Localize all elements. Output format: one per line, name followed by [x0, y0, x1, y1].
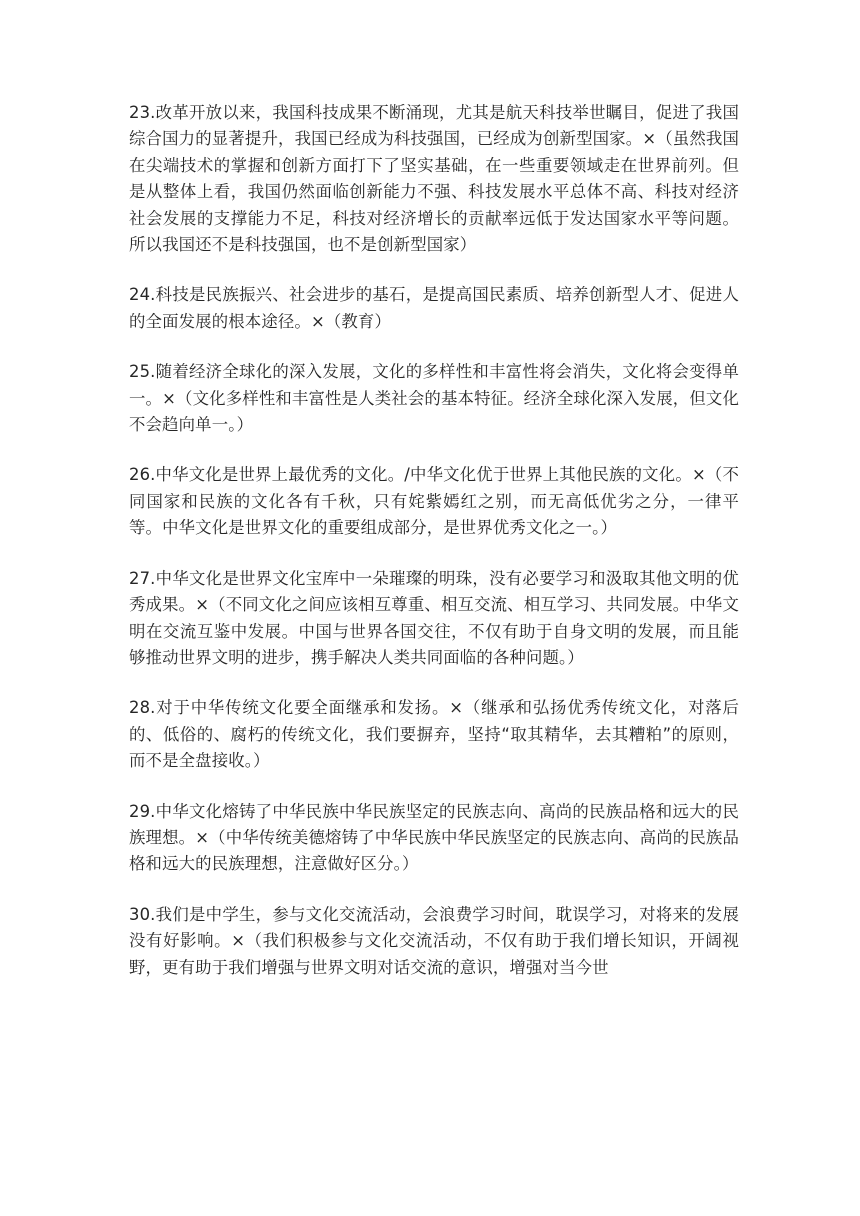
answer-text: ×（文化多样性和丰富性是人类社会的基本特征。经济全球化深入发展，但文化不会趋向单一。）	[129, 388, 739, 435]
answer-text: ×（我们积极参与文化交流活动，不仅有助于我们增长知识，开阔视野，更有助于我们增强与世界文明对话交流的意识，增强对当今世	[129, 931, 740, 977]
question-text: 30.我们是中学生，参与文化交流活动，会浪费学习时间，耽误学习，对将来的发展没有好影响。	[129, 904, 739, 951]
question-text: 28.对于中华传统文化要全面继承和发扬。	[129, 698, 450, 718]
answer-text: ×（继承和弘扬优秀传统文化，对落后的、低俗的、腐朽的传统文化，我们要摒弃，坚持“取其精华，去其糟粕”的原则，而不是全盘接收。）	[129, 698, 739, 771]
answer-text: ×（不同国家和民族的文化各有千秋，只有姹紫嫣红之别，而无高低优劣之分，一律平等。中华文化是世界文化的重要组成部分，是世界优秀文化之一。）	[129, 465, 739, 538]
document-body	[129, 100, 739, 1005]
question-text: 24.科技是民族振兴、社会进步的基石，是提高国民素质、培养创新型人才、促进人的全面发展的根本途径。	[129, 285, 739, 331]
question-text: 29.中华文化熔铸了中华民族中华民族坚定的民族志向、高尚的民族品格和远大的民族理想。	[129, 801, 739, 847]
question-item-25	[129, 359, 739, 438]
question-text: 25.随着经济全球化的深入发展，文化的多样性和丰富性将会消失，文化将会变得单一。	[129, 362, 739, 408]
question-item-24	[129, 282, 739, 335]
question-item-30	[129, 902, 739, 981]
question-text: 27.中华文化是世界文化宝库中一朵璀璨的明珠，没有必要学习和汲取其他文明的优秀成果。	[129, 568, 739, 615]
answer-text: ×（中华传统美德熔铸了中华民族中华民族坚定的民族志向、高尚的民族品格和远大的民族理想，注意做好区分。）	[129, 827, 739, 874]
question-item-28	[129, 695, 739, 774]
answer-text: ×（教育）	[310, 311, 391, 331]
answer-text: ×（不同文化之间应该相互尊重、相互交流、相互学习、共同发展。中华文明在交流互鉴中发展。中国与世界各国交往，不仅有助于自身文明的发展，而且能够推动世界文明的进步，携手解决人类共同面临的各种问题。）	[129, 595, 739, 667]
question-text: 26.中华文化是世界上最优秀的文化。/中华文化优于世界上其他民族的文化。	[129, 465, 692, 485]
answer-text: ×（虽然我国在尖端技术的掌握和创新方面打下了坚实基础，在一些重要领域走在世界前列。但是从整体上看，我国仍然面临创新能力不强、科技发展水平总体不高、科技对经济社会发展的支撑能力不足，科技对经济增长的贡献率远低于发达国家水平等问题。所以我国还不是科技强国，也不是创新型国家）	[129, 129, 739, 255]
question-item-26	[129, 462, 739, 541]
question-item-27	[129, 566, 739, 672]
question-text: 23.改革开放以来，我国科技成果不断涌现，尤其是航天科技举世瞩目，促进了我国综合国力的显著提升，我国已经成为科技强国，已经成为创新型国家。	[129, 103, 739, 149]
question-item-23	[129, 100, 739, 258]
question-item-29	[129, 799, 739, 878]
